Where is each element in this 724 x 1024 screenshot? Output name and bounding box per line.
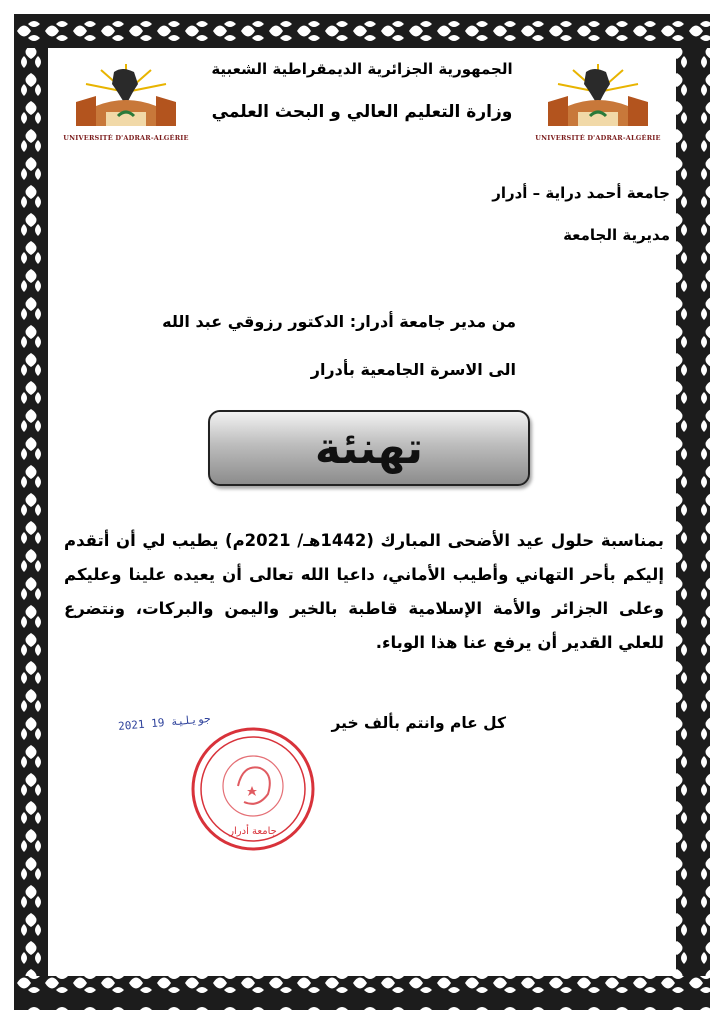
directorate-name: مديرية الجامعة (563, 226, 670, 244)
sender-line: من مدير جامعة أدرار: الدكتور رزوقي عبد الله (162, 312, 516, 331)
university-emblem-icon (56, 62, 196, 134)
closing-line: كل عام وانتم بألف خير (331, 714, 506, 732)
university-logo-left (56, 62, 196, 142)
seal-label: جامعة أدرار (229, 826, 277, 837)
letter-content (48, 48, 676, 976)
letter-title: تهنئة (314, 422, 424, 474)
logo-caption: UNIVERSITÉ D'ADRAR-ALGÉRIE (63, 134, 189, 142)
title-banner (208, 410, 530, 486)
date-stamp: 2021 جويلية 19 (117, 711, 212, 734)
logo-caption: UNIVERSITÉ D'ADRAR-ALGÉRIE (535, 134, 661, 142)
official-seal-icon (188, 724, 318, 854)
recipient-line: الى الاسرة الجامعية بأدرار (310, 360, 516, 379)
republic-heading: الجمهورية الجزائرية الديمقراطية الشعبية (211, 60, 513, 78)
letter-body: بمناسبة حلول عيد الأضحى المبارك (1442هـ/ 2021م) يطيب لي أن أتقدم إليكم بأحر التهاني وأطيب الأماني، داعيا الله تعالى أن يعيده علينا وعليكم وعلى الجزائر والأمة الإسلامية قاطبة بالخير واليمن والبركات، ونتضرع للعلي القدير أن يرفع عنا هذا الوباء. (64, 531, 665, 652)
ministry-heading: وزارة التعليم العالي و البحث العلمي (211, 102, 513, 122)
university-emblem-icon (528, 62, 668, 134)
university-logo-right (528, 62, 668, 142)
university-name: جامعة أحمد دراية – أدرار (492, 184, 670, 202)
